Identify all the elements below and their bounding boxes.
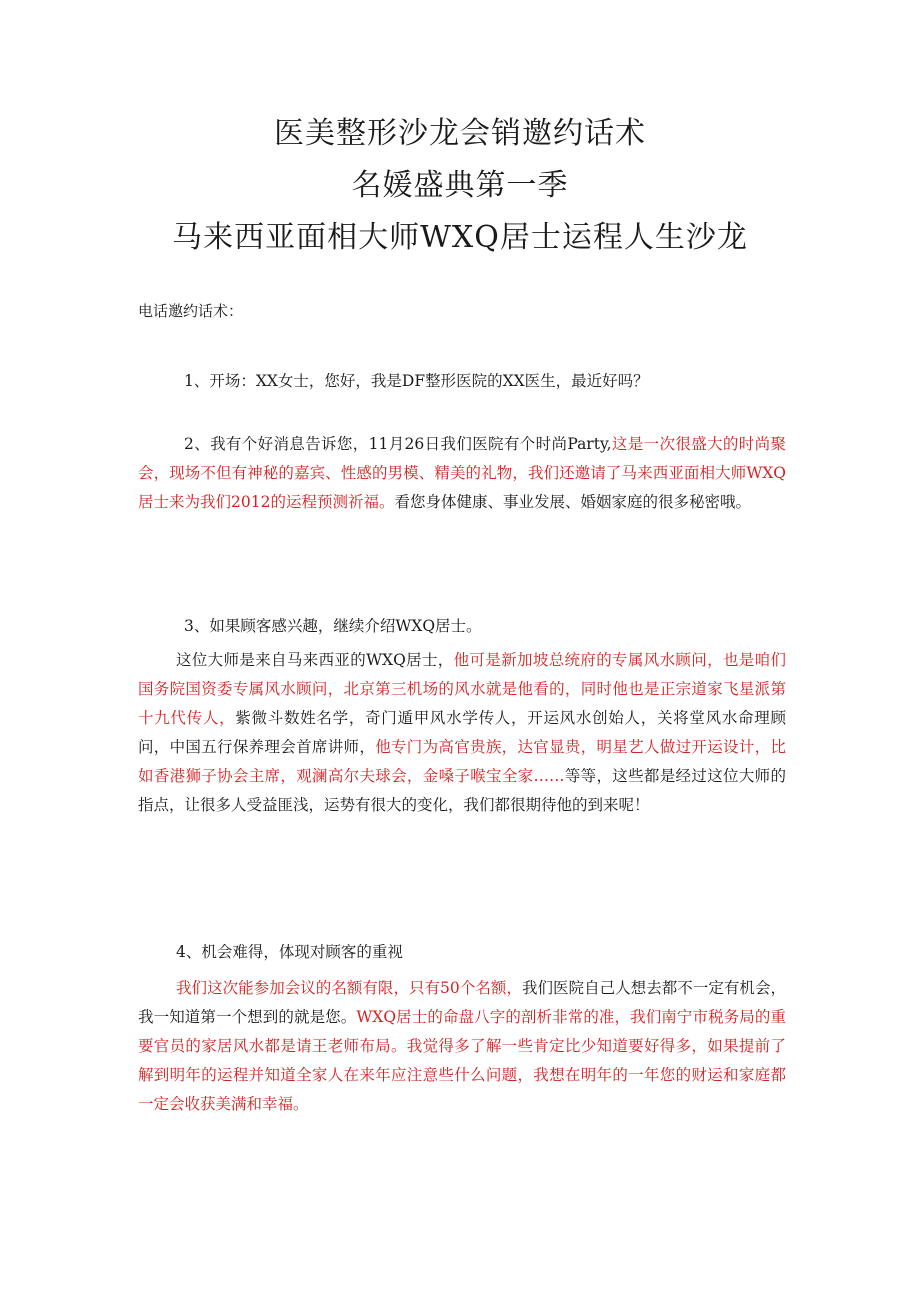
master-intro-highlight-2: 他专门为高官贵族，达官显贵，明星艺人做过开运设计，比如香港狮子协会主席，观澜高尔夫球会，金嗓子喉宝全家…… bbox=[138, 738, 786, 785]
title-line-2: 名媛盛典第一季 bbox=[351, 168, 569, 203]
paragraph-opportunity-title: 4、机会难得，体现对顾客的重视 bbox=[176, 943, 403, 961]
master-intro-text-a: 这位大师是来自马来西亚的WXQ居士， bbox=[176, 651, 454, 669]
paragraph-interest-title: 3、如果顾客感兴趣，继续介绍WXQ居士。 bbox=[184, 617, 482, 635]
master-intro-text-e: 等等，这些都是经过这位大师的指点，让很多人受益匪浅，运势有很大的变化，我们都很期待他的到来呢！ bbox=[138, 767, 786, 814]
opportunity-text-b: 我们医院自己人想去都不一定有机会，我一知道第一个想到的就是您。 bbox=[138, 979, 786, 1026]
paragraph-good-news bbox=[138, 430, 786, 517]
paragraph-good-news-text-c: 看您身体健康、事业发展、婚姻家庭的很多秘密哦。 bbox=[394, 493, 751, 511]
paragraph-opportunity bbox=[138, 974, 786, 1119]
opportunity-highlight-2: WXQ居士的命盘八字的剖析非常的准，我们南宁市税务局的重要官员的家居风水都是请王老师布局。我觉得多了解一些肯定比少知道要好得多，如果提前了解到明年的运程并知道全家人在来年应注意些什么问题，我想在明年的一年您的财运和家庭都一定会收获美满和幸福。 bbox=[138, 1008, 786, 1113]
section-label: 电话邀约话术： bbox=[138, 302, 244, 320]
paragraph-opening: 1、开场：XX女士，您好，我是DF整形医院的XX医生，最近好吗？ bbox=[184, 372, 649, 390]
title-block bbox=[0, 108, 920, 264]
title-line-1: 医美整形沙龙会销邀约话术 bbox=[274, 116, 646, 151]
title-line-3: 马来西亚面相大师WXQ居士运程人生沙龙 bbox=[172, 220, 748, 255]
paragraph-good-news-text-a: 2、我有个好消息告诉您，11月26日我们医院有个时尚Party, bbox=[184, 435, 612, 453]
master-intro-highlight-1: 他可是新加坡总统府的专属风水顾问，也是咱们国务院国资委专属风水顾问，北京第三机场的风水就是他看的，同时他也是正宗道家飞星派第十九代传人， bbox=[138, 651, 786, 727]
opportunity-highlight-1: 我们这次能参加会议的名额有限，只有50个名额， bbox=[176, 979, 522, 997]
master-intro-text-c: 紫微斗数姓名学，奇门遁甲风水学传人，开运风水创始人，关将堂风水命理顾问，中国五行保养理会首席讲师， bbox=[138, 709, 786, 756]
paragraph-master-intro bbox=[138, 646, 786, 820]
paragraph-good-news-highlight: 这是一次很盛大的时尚聚会，现场不但有神秘的嘉宾、性感的男模、精美的礼物，我们还邀请了马来西亚面相大师WXQ居士来为我们2012的运程预测祈福。 bbox=[138, 435, 786, 511]
